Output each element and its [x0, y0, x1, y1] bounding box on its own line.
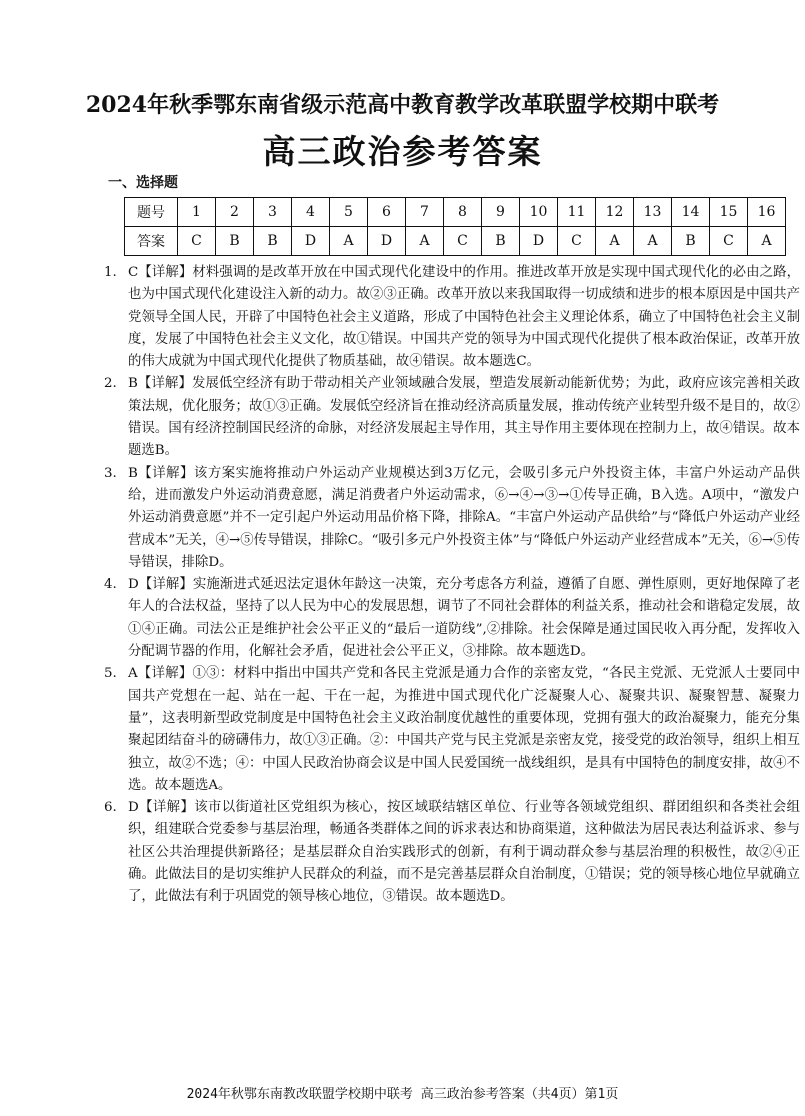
- item-number: 1.: [104, 265, 117, 280]
- answer-cell: B: [216, 227, 254, 256]
- question-number-cell: 12: [596, 198, 634, 227]
- section-heading: 一、选择题: [108, 175, 178, 191]
- question-number-cell: 15: [710, 198, 748, 227]
- question-number-cell: 3: [254, 198, 292, 227]
- item-text: B【详解】该方案实施将推动户外运动产业规模达到3万亿元，会吸引多元户外投资主体，丰富户外运动产品供给，进而激发户外运动消费意愿，满足消费者户外运动需求，⑥→④→③→①传导正确，B入选。A项中，“激发户外运动消费意愿”并不一定引起户外运动用品价格下降，排除A。“丰富户外运动产品供给”与“降低户外运动产业经营成本”无关，④→⑤传导错误，排除C。“吸引多元户外投资主体”与“降低户外运动产业经营成本”无关，⑥→⑤传导错误，排除D。: [128, 465, 800, 570]
- item-text: C【详解】材料强调的是改革开放在中国式现代化建设中的作用。推进改革开放是实现中国式现代化的必由之路，也为中国式现代化建设注入新的动力。故②③正确。改革开放以来我国取得一切成绩和进步的根本原因是中国共产党领导全国人民，开辟了中国特色社会主义道路，形成了中国特色社会主义理论体系，确立了中国特色社会主义制度，发展了中国特色社会主义文化，故①错误。中国共产党的领导为中国式现代化提供了根本政治保证，改革开放的伟大成就为中国式现代化提供了物质基础，故④错误。故本题选C。: [128, 265, 800, 370]
- item-number: 4.: [104, 577, 117, 593]
- answer-cell: D: [368, 227, 406, 256]
- answer-table-number-row: [125, 198, 786, 227]
- question-number-cell: 7: [406, 198, 444, 227]
- answer-cell: C: [178, 227, 216, 256]
- answer-cell: A: [330, 227, 368, 256]
- question-number-cell: 14: [672, 198, 710, 227]
- answer-cell: A: [596, 227, 634, 256]
- answer-cell: B: [482, 227, 520, 256]
- answer-cell: C: [710, 227, 748, 256]
- explanation-item: [104, 663, 800, 797]
- item-number: 6.: [104, 800, 117, 816]
- answer-cell: B: [672, 227, 710, 256]
- question-number-cell: 9: [482, 198, 520, 227]
- question-number-cell: 10: [520, 198, 558, 227]
- answer-cell: C: [444, 227, 482, 256]
- question-number-cell: 8: [444, 198, 482, 227]
- answer-cell: A: [748, 227, 786, 256]
- explanation-item: [104, 797, 800, 908]
- question-number-cell: 5: [330, 198, 368, 227]
- answer-cell: D: [520, 227, 558, 256]
- exam-title: 2024年秋季鄂东南省级示范高中教育教学改革联盟学校期中联考: [85, 92, 720, 118]
- item-number: 3.: [104, 465, 117, 481]
- item-text: D【详解】该市以街道社区党组织为核心，按区域联结辖区单位、行业等各领域党组织、群团组织和各类社会组织，组建联合党委参与基层治理，畅通各类群体之间的诉求表达和协商渠道，这种做法为居民表达利益诉求、参与社区公共治理提供新路径；是基层群众自治实践形式的创新，有利于调动群众参与基层治理的积极性，故②④正确。此做法目的是切实维护人民群众的利益，而不是完善基层群众自治制度，①错误；党的领导核心地位早就确立了，此做法有利于巩固党的领导核心地位，③错误。故本题选D。: [128, 800, 800, 905]
- document-subtitle: 高三政治参考答案: [262, 132, 543, 171]
- question-number-cell: 4: [292, 198, 330, 227]
- answer-cell: B: [254, 227, 292, 256]
- answer-table: [124, 197, 786, 256]
- item-text: B【详解】发展低空经济有助于带动相关产业领域融合发展，塑造发展新动能新优势；为此，政府应该完善相关政策法规，优化服务；故①③正确。发展低空经济旨在推动经济高质量发展，推动传统产业转型升级不是目的，故②错误。国有经济控制国民经济的命脉，对经济发展起主导作用，其主导作用主要体现在控制力上，故④错误。故本题选B。: [128, 376, 800, 459]
- explanation-item: [104, 574, 800, 663]
- item-text: D【详解】实施渐进式延迟法定退休年龄这一决策，充分考虑各方利益，遵循了自愿、弹性原则，更好地保障了老年人的合法权益，坚持了以人民为中心的发展思想，调节了不同社会群体的利益关系，推动社会和谐稳定发展，故①④正确。司法公正是维护社会公平正义的“最后一道防线”,②排除。社会保障是通过国民收入再分配，发挥收入分配调节器的作用，化解社会矛盾，促进社会公平正义，③排除。故本题选D。: [128, 577, 800, 660]
- row-label-answers: 答案: [125, 227, 178, 256]
- answer-cell: C: [558, 227, 596, 256]
- item-number: 5.: [104, 666, 117, 682]
- question-number-cell: 1: [178, 198, 216, 227]
- answer-cell: A: [634, 227, 672, 256]
- question-number-cell: 2: [216, 198, 254, 227]
- question-number-cell: 13: [634, 198, 672, 227]
- item-text: A【详解】①③：材料中指出中国共产党和各民主党派是通力合作的亲密友党，“各民主党派、无党派人士要同中国共产党想在一起、站在一起、干在一起，为推进中国式现代化广泛凝聚人心、凝聚共识、凝聚智慧、凝聚力量”，这表明新型政党制度是中国特色社会主义政治制度优越性的重要体现，党拥有强大的政治凝聚力，能充分集聚起团结奋斗的磅礴伟力，故①③正确。②：中国共产党与民主党派是亲密友党，接受党的政治领导，组织上相互独立，故②不选；④：中国人民政治协商会议是中国人民爱国统一战线组织，是具有中国特色的制度安排，故④不选。故本题选A。: [128, 666, 800, 793]
- question-number-cell: 11: [558, 198, 596, 227]
- question-number-cell: 6: [368, 198, 406, 227]
- page-footer: 2024年秋鄂东南教改联盟学校期中联考 高三政治参考答案（共4页）第1页: [186, 1087, 619, 1102]
- answer-explanations: [104, 262, 800, 909]
- row-label-numbers: 题号: [125, 198, 178, 227]
- question-number-cell: 16: [748, 198, 786, 227]
- explanation-item: [104, 463, 800, 574]
- answer-cell: D: [292, 227, 330, 256]
- answer-table-answer-row: [125, 227, 786, 256]
- explanation-item: [104, 262, 800, 373]
- answer-cell: A: [406, 227, 444, 256]
- item-number: 2.: [104, 376, 117, 392]
- explanation-item: [104, 373, 800, 462]
